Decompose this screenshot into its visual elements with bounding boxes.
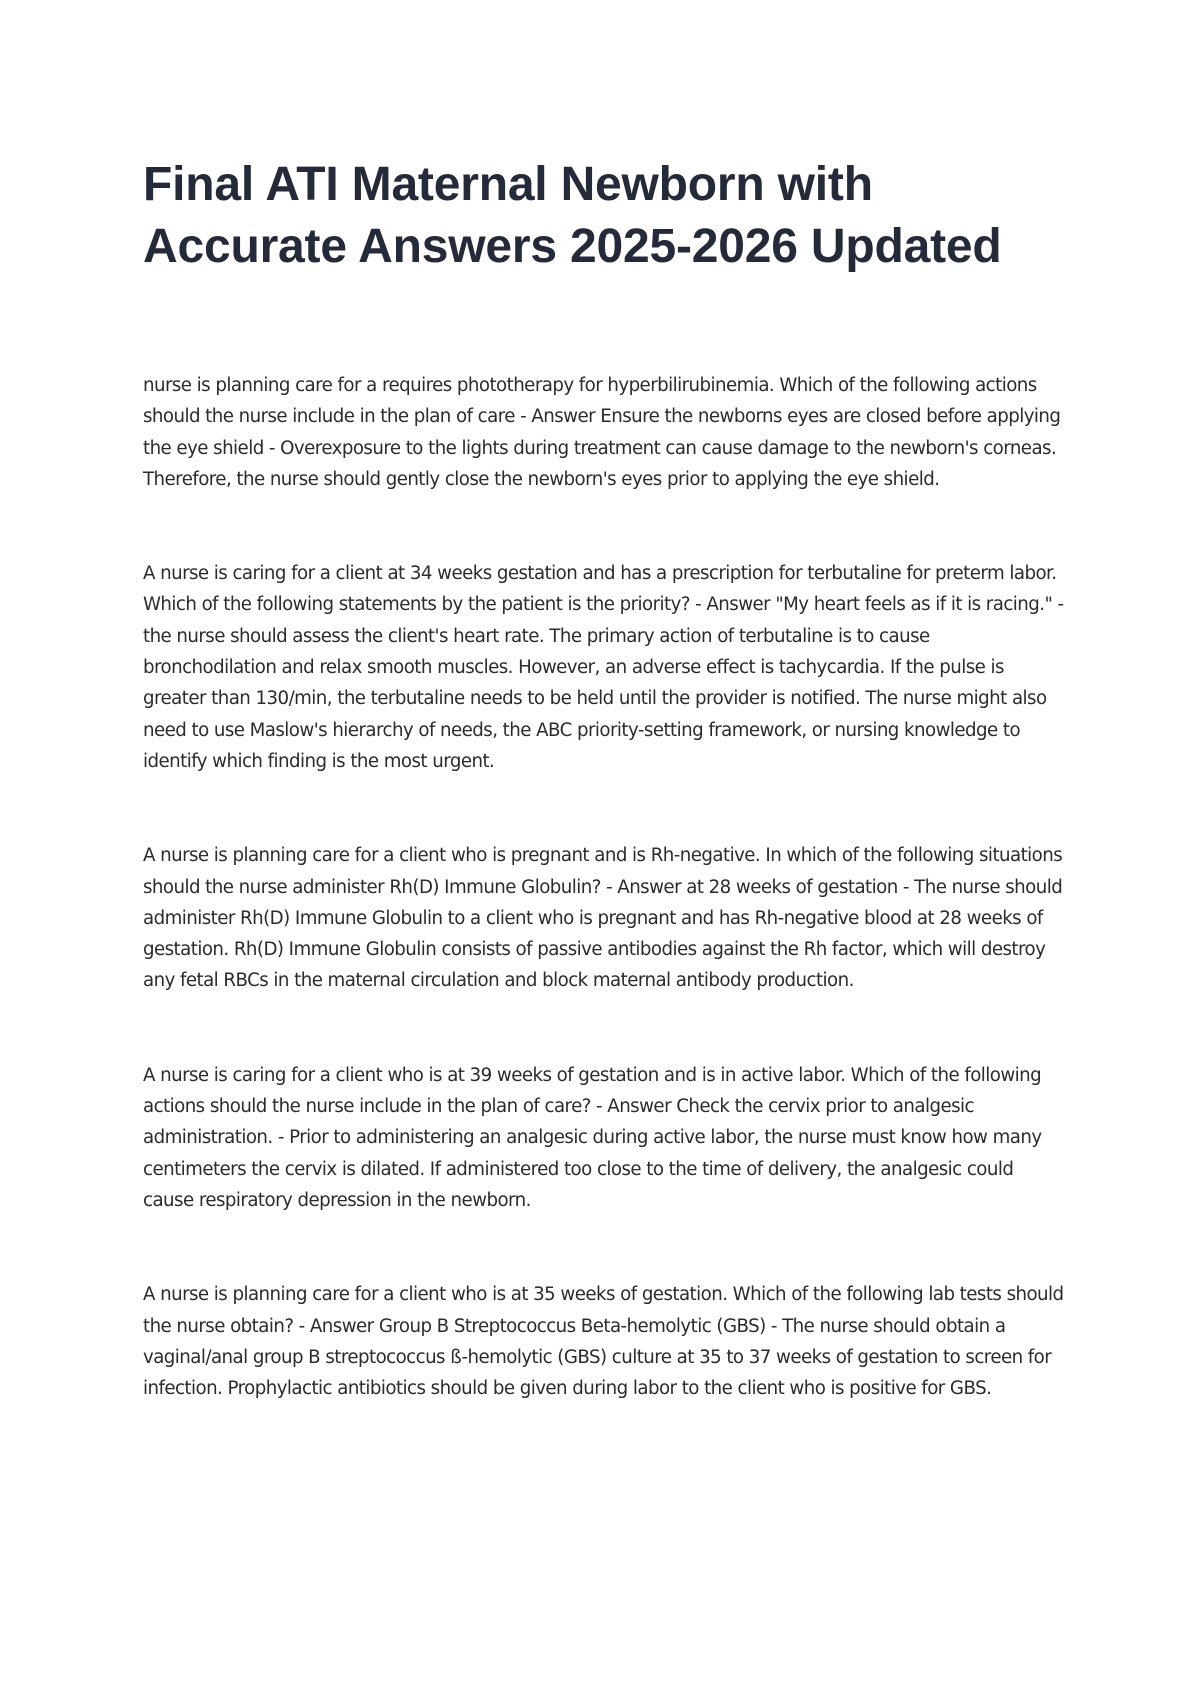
- document-title: Final ATI Maternal Newborn with Accurate Answers 2025-2026 Updated: [143, 158, 1002, 273]
- qa-entry-terbutaline: A nurse is caring for a client at 34 weeks gestation and has a prescription for terbutaline for preterm labor. Which of the following statements by the patient is the priority? - Answer "My heart feels as if it is racing." - the nurse should assess the client's heart rate. The primary action of terbutaline is to cause bronchodilation and relax smooth muscles. However, an adverse effect is tachycardia. If the pulse is greater than 130/min, the terbutaline needs to be held until the provider is notified. The nurse might also need to use Maslow's hierarchy of needs, the ABC priority-setting framework, or nursing knowledge to identify which finding is the most urgent.: [143, 563, 1064, 772]
- qa-entry-gbs-culture: A nurse is planning care for a client who is at 35 weeks of gestation. Which of the following lab tests should the nurse obtain? - Answer Group B Streptococcus Beta-hemolytic (GBS) - The nurse should obtain a vaginal/anal group B streptococcus ß-hemolytic (GBS) culture at 35 to 37 weeks of gestation to screen for infection. Prophylactic antibiotics should be given during labor to the client who is positive for GBS.: [143, 1284, 1064, 1400]
- document-body: [143, 370, 1068, 1467]
- qa-entry-rh-immune-globulin: A nurse is planning care for a client who is pregnant and is Rh-negative. In which of the following situations should the nurse administer Rh(D) Immune Globulin? - Answer at 28 weeks of gestation - The nurse should administer Rh(D) Immune Globulin to a client who is pregnant and has Rh-negative blood at 28 weeks of gestation. Rh(D) Immune Globulin consists of passive antibodies against the Rh factor, which will destroy any fetal RBCs in the maternal circulation and block maternal antibody production.: [143, 845, 1063, 992]
- qa-entry-active-labor: A nurse is caring for a client who is at 39 weeks of gestation and is in active labor. Which of the following actions should the nurse include in the plan of care? - Answer Check the cervix prior to analgesic administration. - Prior to administering an analgesic during active labor, the nurse must know how many centimeters the cervix is dilated. If administered too close to the time of delivery, the analgesic could cause respiratory depression in the newborn.: [143, 1064, 1042, 1211]
- qa-entry-phototherapy: nurse is planning care for a requires phototherapy for hyperbilirubinemia. Which of the following actions should the nurse include in the plan of care - Answer Ensure the newborns eyes are closed before applying the eye shield - Overexposure to the lights during treatment can cause damage to the newborn's corneas. Therefore, the nurse should gently close the newborn's eyes prior to applying the eye shield.: [143, 375, 1061, 490]
